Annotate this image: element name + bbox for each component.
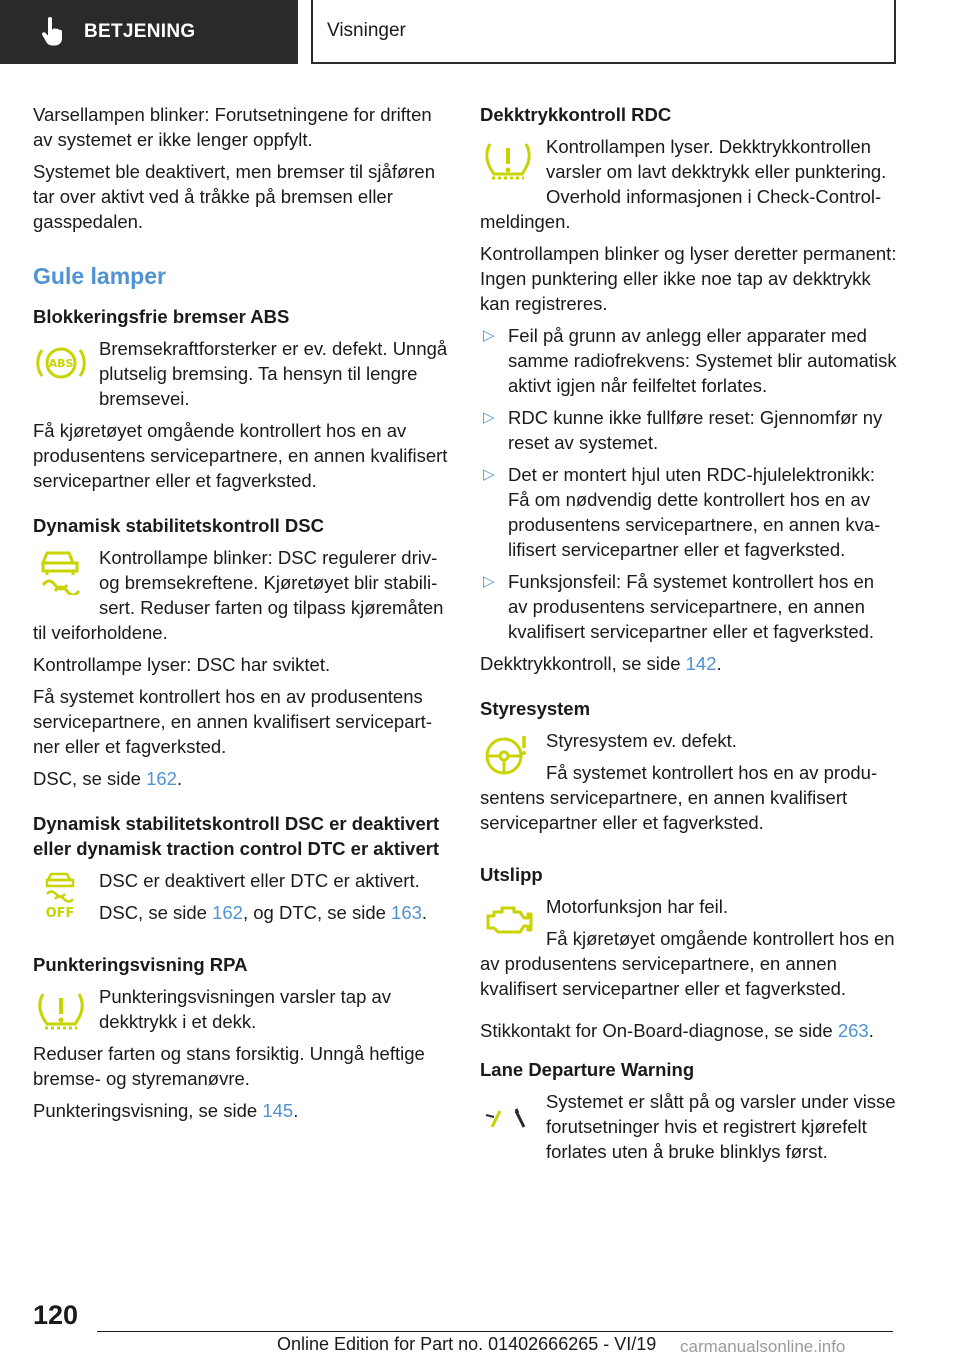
emissions-reference: Stikkontakt for On-Board-diagnose, se side 263. [480,1020,874,1041]
hand-pointer-icon [40,17,66,47]
rdc-bullet-list [480,323,898,644]
steering-text-2: Få systemet kontrollert hos en av produsentens servicepartnere, en annen kvalifisert servicepartner eller et fagverksted. [480,762,878,833]
chapter-label: Visninger [327,20,406,41]
emissions-heading: Utslipp [480,864,543,885]
yellow-lamps-heading: Gule lamper [33,263,166,289]
dsc-off-page-link[interactable]: 162 [212,902,243,923]
dsc-off-block [33,868,451,932]
list-item: ▷ Det er montert hjul uten RDC-hjulelektronikk: Få om nødvendig dette kontrollert hos en av produsentens servicepartnere, en annen kvalifisert servicepartner eller et fagverksted. [483,464,881,560]
dsc-heading: Dynamisk stabilitetskontroll DSC [33,515,324,536]
page-number: 120 [33,1300,79,1330]
dsc-text-1: Kontrollampe blinker: DSC regulerer driv- og bremsekreftene. Kjøretøyet blir stabilisert. Reduser farten og tilpass kjøremåten til veiforholdene. [33,547,444,643]
engine-warning-icon [480,898,540,946]
dsc-off-reference: DSC, se side 162, og DTC, se side 163. [99,902,428,923]
rdc-page-link[interactable]: 142 [685,653,717,674]
footer-divider [97,1331,893,1332]
abs-warning-icon [33,340,93,388]
chapter-box [311,0,896,64]
rdc-warning-icon [480,138,540,186]
intro-paragraph-2: Systemet ble deaktivert, men bremser til sjåføren tar over aktivt ved å tråkke på bremsen eller gasspedalen. [33,161,436,232]
dsc-off-text-1: DSC er deaktivert eller DTC er aktivert. [99,870,420,891]
steering-wheel-warning-icon [480,732,540,780]
emissions-block [480,894,898,1008]
rdc-block [480,134,898,241]
dsc-reference: DSC, se side 162. [33,768,183,789]
abs-text-1: Bremsekraftforsterker er ev. defekt. Unngå plutselig bremsing. Ta hensyn til lengre bremsevei. [99,338,448,409]
lane-departure-icon [480,1093,540,1141]
rdc-text-1: Kontrollampen lyser. Dekktrykkontrollen varsler om lavt dekktrykk eller punktering. Overhold informasjonen i Check-Control-meldingen. [480,136,887,232]
edition-text: Online Edition for Part no. 01402666265 - VI/19 [277,1334,657,1354]
emissions-text-1: Motorfunksjon har feil. [546,896,729,917]
section-tab [0,0,298,64]
rpa-text-2: Reduser farten og stans forsiktig. Unngå heftige bremse- og styremanøvre. [33,1043,425,1089]
intro-paragraph-1: Varsellampen blinker: Forutsetningene for driften av systemet er ikke lenger oppfylt. [33,104,432,150]
ldw-heading: Lane Departure Warning [480,1059,695,1080]
dtc-page-link[interactable]: 163 [391,902,422,923]
list-item: ▷ RDC kunne ikke fullføre reset: Gjennomfør ny reset av systemet. [483,407,883,453]
obd-page-link[interactable]: 263 [837,1020,869,1041]
rdc-heading: Dekktrykkontroll RDC [480,104,672,125]
dsc-block [33,545,451,652]
right-column [480,102,898,1171]
steering-text-1: Styresystem ev. defekt. [546,730,737,751]
dsc-off-heading: Dynamisk stabilitetskontroll DSC er deaktivert eller dynamisk traction control DTC er aktivert [33,813,440,859]
triangle-bullet-icon: ▷ [483,573,495,590]
list-item: ▷ Funksjonsfeil: Få systemet kontrollert hos en av produsentens servicepartnere, en annen kvalifisert servicepartner eller et fagverksted. [483,571,875,642]
triangle-bullet-icon: ▷ [483,409,495,426]
watermark-text: carmanualsonline.info [680,1337,846,1356]
dsc-text-2: Kontrollampe lyser: DSC har sviktet. [33,654,331,675]
ldw-block [480,1089,898,1171]
rpa-reference: Punkteringsvisning, se side 145. [33,1100,299,1121]
rpa-text-1: Punkteringsvisningen varsler tap av dekktrykk i et dekk. [99,986,392,1032]
rpa-block [33,984,451,1041]
abs-block [33,336,451,418]
list-item: ▷ Feil på grunn av anlegg eller apparater med samme radiofrekvens: Systemet blir automatisk aktivt igjen når feilfeltet forlates. [483,325,897,396]
abs-text-2: Få kjøretøyet omgående kontrollert hos en av produsentens servicepartnere, en annen kvalifisert servicepartner eller et fagverksted. [33,420,448,491]
ldw-text-1: Systemet er slått på og varsler under visse forutsetninger hvis et registrert kjørefelt forlates uten å bruke blinklys først. [546,1091,896,1162]
off-icon-text: OFF [45,906,75,918]
left-column [33,102,451,1130]
steering-heading: Styresystem [480,698,591,719]
dsc-page-link[interactable]: 162 [146,768,177,789]
triangle-bullet-icon: ▷ [483,466,495,483]
dsc-skid-icon [33,549,93,597]
rpa-heading: Punkteringsvisning RPA [33,954,248,975]
dsc-off-icon [33,872,93,920]
dsc-text-3: Få systemet kontrollert hos en av produsentens servicepartnere, en annen kvalifisert servicepartner eller et fagverksted. [33,686,432,757]
tire-pressure-warning-icon [33,988,93,1036]
abs-icon-text: ABS [48,357,74,370]
emissions-text-2: Få kjøretøyet omgående kontrollert hos en av produsentens servicepartnere, en annen kvalifisert servicepartner eller et fagverksted. [480,928,895,999]
section-label: BETJENING [84,21,196,42]
triangle-bullet-icon: ▷ [483,327,495,344]
rdc-reference: Dekktrykkontroll, se side 142. [480,653,722,674]
abs-heading: Blokkeringsfrie bremser ABS [33,306,290,327]
rpa-page-link[interactable]: 145 [262,1100,294,1121]
steering-block [480,728,898,842]
rdc-text-2: Kontrollampen blinker og lyser deretter permanent: Ingen punktering eller ikke noe tap av dekktrykk kan registreres. [480,243,897,314]
